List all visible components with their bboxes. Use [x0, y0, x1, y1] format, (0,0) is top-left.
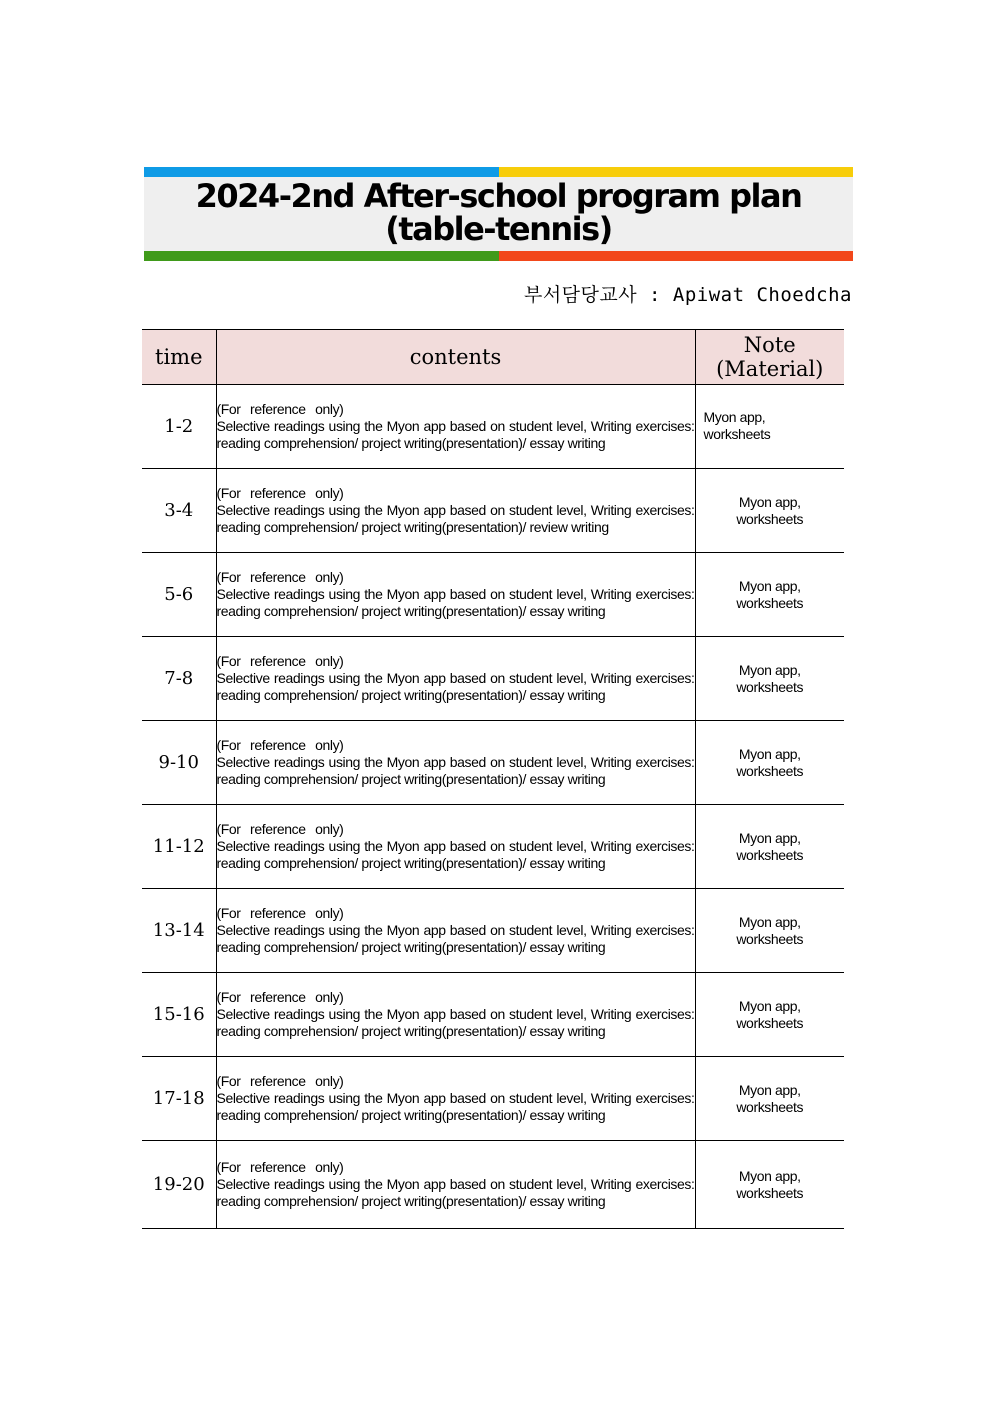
session-contents	[216, 889, 695, 973]
session-contents	[216, 637, 695, 721]
table-row	[142, 1057, 844, 1141]
contents-text: Selective readings using the Myon app based on student level, Writing exercises: reading comprehension/ project writing(presentation)/ essay writing	[216, 1006, 695, 1039]
reference-note: (For reference only)	[216, 485, 344, 501]
reference-note: (For reference only)	[216, 401, 344, 417]
reference-note: (For reference only)	[216, 821, 344, 837]
session-contents	[216, 721, 695, 805]
session-material: Myon app, worksheets	[695, 889, 844, 973]
session-material: Myon app, worksheets	[695, 385, 844, 469]
accent-bar-green	[144, 251, 499, 261]
page-title	[144, 177, 853, 248]
session-time: 7-8	[142, 637, 216, 721]
session-contents	[216, 385, 695, 469]
session-contents	[216, 1141, 695, 1229]
header-time: time	[142, 330, 216, 385]
table-row	[142, 721, 844, 805]
session-time: 9-10	[142, 721, 216, 805]
table-row	[142, 637, 844, 721]
table-row	[142, 889, 844, 973]
title-line-1: 2024-2nd After-school program plan	[195, 177, 802, 215]
session-material: Myon app, worksheets	[695, 553, 844, 637]
session-time: 13-14	[142, 889, 216, 973]
session-contents	[216, 553, 695, 637]
session-contents	[216, 469, 695, 553]
session-material: Myon app, worksheets	[695, 1141, 844, 1229]
table-row	[142, 973, 844, 1057]
contents-text: Selective readings using the Myon app based on student level, Writing exercises: reading comprehension/ project writing(presentation)/ essay writing	[216, 586, 695, 619]
contents-text: Selective readings using the Myon app based on student level, Writing exercises: reading comprehension/ project writing(presentation)/ essay writing	[216, 1090, 695, 1123]
contents-text: Selective readings using the Myon app based on student level, Writing exercises: reading comprehension/ project writing(presentation)/ essay writing	[216, 754, 695, 787]
title-line-2: (table-tennis)	[385, 210, 612, 248]
session-time: 17-18	[142, 1057, 216, 1141]
accent-bar-yellow	[499, 167, 853, 177]
session-time: 3-4	[142, 469, 216, 553]
session-material: Myon app, worksheets	[695, 469, 844, 553]
session-material: Myon app, worksheets	[695, 805, 844, 889]
session-time: 15-16	[142, 973, 216, 1057]
session-material: Myon app, worksheets	[695, 721, 844, 805]
session-contents	[216, 805, 695, 889]
table-row	[142, 1141, 844, 1229]
contents-text: Selective readings using the Myon app based on student level, Writing exercises: reading comprehension/ project writing(presentation)/ essay writing	[216, 1176, 695, 1209]
contents-text: Selective readings using the Myon app based on student level, Writing exercises: reading comprehension/ project writing(presentation)/ essay writing	[216, 418, 695, 451]
session-material: Myon app, worksheets	[695, 637, 844, 721]
reference-note: (For reference only)	[216, 905, 344, 921]
table-row	[142, 553, 844, 637]
reference-note: (For reference only)	[216, 569, 344, 585]
accent-bar-blue	[144, 167, 499, 177]
session-time: 5-6	[142, 553, 216, 637]
header-contents: contents	[216, 330, 695, 385]
reference-note: (For reference only)	[216, 989, 344, 1005]
contents-text: Selective readings using the Myon app based on student level, Writing exercises: reading comprehension/ project writing(presentation)/ essay writing	[216, 670, 695, 703]
reference-note: (For reference only)	[216, 653, 344, 669]
session-material: Myon app, worksheets	[695, 973, 844, 1057]
table-row	[142, 385, 844, 469]
accent-bar-red	[499, 251, 853, 261]
reference-note: (For reference only)	[216, 1159, 344, 1175]
session-contents	[216, 1057, 695, 1141]
session-material: Myon app, worksheets	[695, 1057, 844, 1141]
teacher-line: 부서담당교사 : Apiwat Choedcha	[523, 284, 852, 306]
reference-note: (For reference only)	[216, 1073, 344, 1089]
header-note: Note (Material)	[695, 330, 844, 385]
plan-table	[142, 329, 844, 1229]
session-time: 11-12	[142, 805, 216, 889]
contents-text: Selective readings using the Myon app based on student level, Writing exercises: reading comprehension/ project writing(presentation)/ essay writing	[216, 922, 695, 955]
contents-text: Selective readings using the Myon app based on student level, Writing exercises: reading comprehension/ project writing(presentation)/ essay writing	[216, 838, 695, 871]
reference-note: (For reference only)	[216, 737, 344, 753]
table-row	[142, 469, 844, 553]
table-row	[142, 805, 844, 889]
contents-text: Selective readings using the Myon app based on student level, Writing exercises: reading comprehension/ project writing(presentation)/ review writing	[216, 502, 695, 535]
title-banner	[144, 167, 853, 261]
session-time: 1-2	[142, 385, 216, 469]
table-header-row	[142, 330, 844, 385]
session-time: 19-20	[142, 1141, 216, 1229]
session-contents	[216, 973, 695, 1057]
table-body	[142, 385, 844, 1229]
